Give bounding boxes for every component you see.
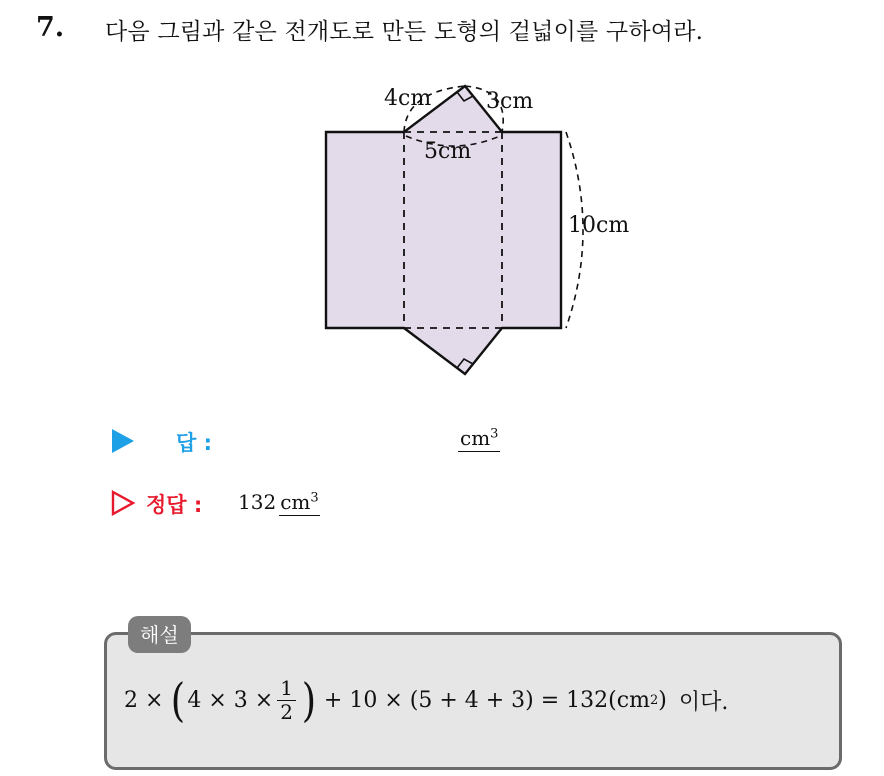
formula-exponent: 2: [649, 692, 659, 708]
answer-unit: cm: [460, 426, 491, 450]
correct-answer-value: [238, 490, 320, 514]
right-paren: ): [301, 673, 317, 727]
correct-number: 132: [238, 490, 277, 514]
fraction-one-half: [277, 675, 296, 724]
net-diagram-svg: [300, 70, 680, 390]
left-rectangle-face: [326, 132, 404, 328]
formula-part-3: + 10 × (5 + 4 + 3) = 132(cm: [323, 687, 650, 713]
solution-formula: [124, 670, 728, 730]
question-text: 다음 그림과 같은 전개도로 만든 도형의 겉넓이를 구하여라.: [105, 19, 704, 45]
correct-answer-label: 정답 :: [146, 493, 203, 517]
formula-part-2: 4 × 3 ×: [187, 687, 274, 713]
answer-unit-exponent: 3: [490, 426, 499, 442]
formula-part-5: 이다.: [678, 689, 729, 715]
left-paren: (: [171, 673, 186, 727]
correct-unit-wrap: [279, 490, 319, 516]
answer-blank[interactable]: [458, 426, 500, 452]
net-diagram: [300, 70, 680, 390]
outline-arrow-icon: [110, 489, 136, 517]
correct-answer-row: [108, 486, 628, 522]
solution-tag: 해설: [128, 616, 191, 653]
fraction-denominator: 2: [280, 699, 293, 724]
label-hypotenuse: 5cm: [424, 139, 472, 164]
formula-part-4: ): [658, 687, 667, 713]
label-leg-a: 4cm: [384, 86, 432, 111]
label-leg-b: 3cm: [486, 89, 534, 114]
label-height: 10cm: [568, 213, 630, 238]
correct-unit: cm: [280, 490, 311, 514]
correct-unit-exponent: 3: [310, 490, 319, 506]
answer-label: 답 :: [176, 431, 212, 455]
right-rectangle-face: [502, 132, 561, 328]
answer-row: [108, 424, 628, 460]
formula-part-1: 2 ×: [124, 687, 164, 713]
question-number: 7.: [36, 12, 65, 43]
play-arrow-icon: [112, 429, 134, 453]
fraction-numerator: 1: [277, 678, 296, 701]
bottom-triangle-face: [404, 328, 502, 374]
